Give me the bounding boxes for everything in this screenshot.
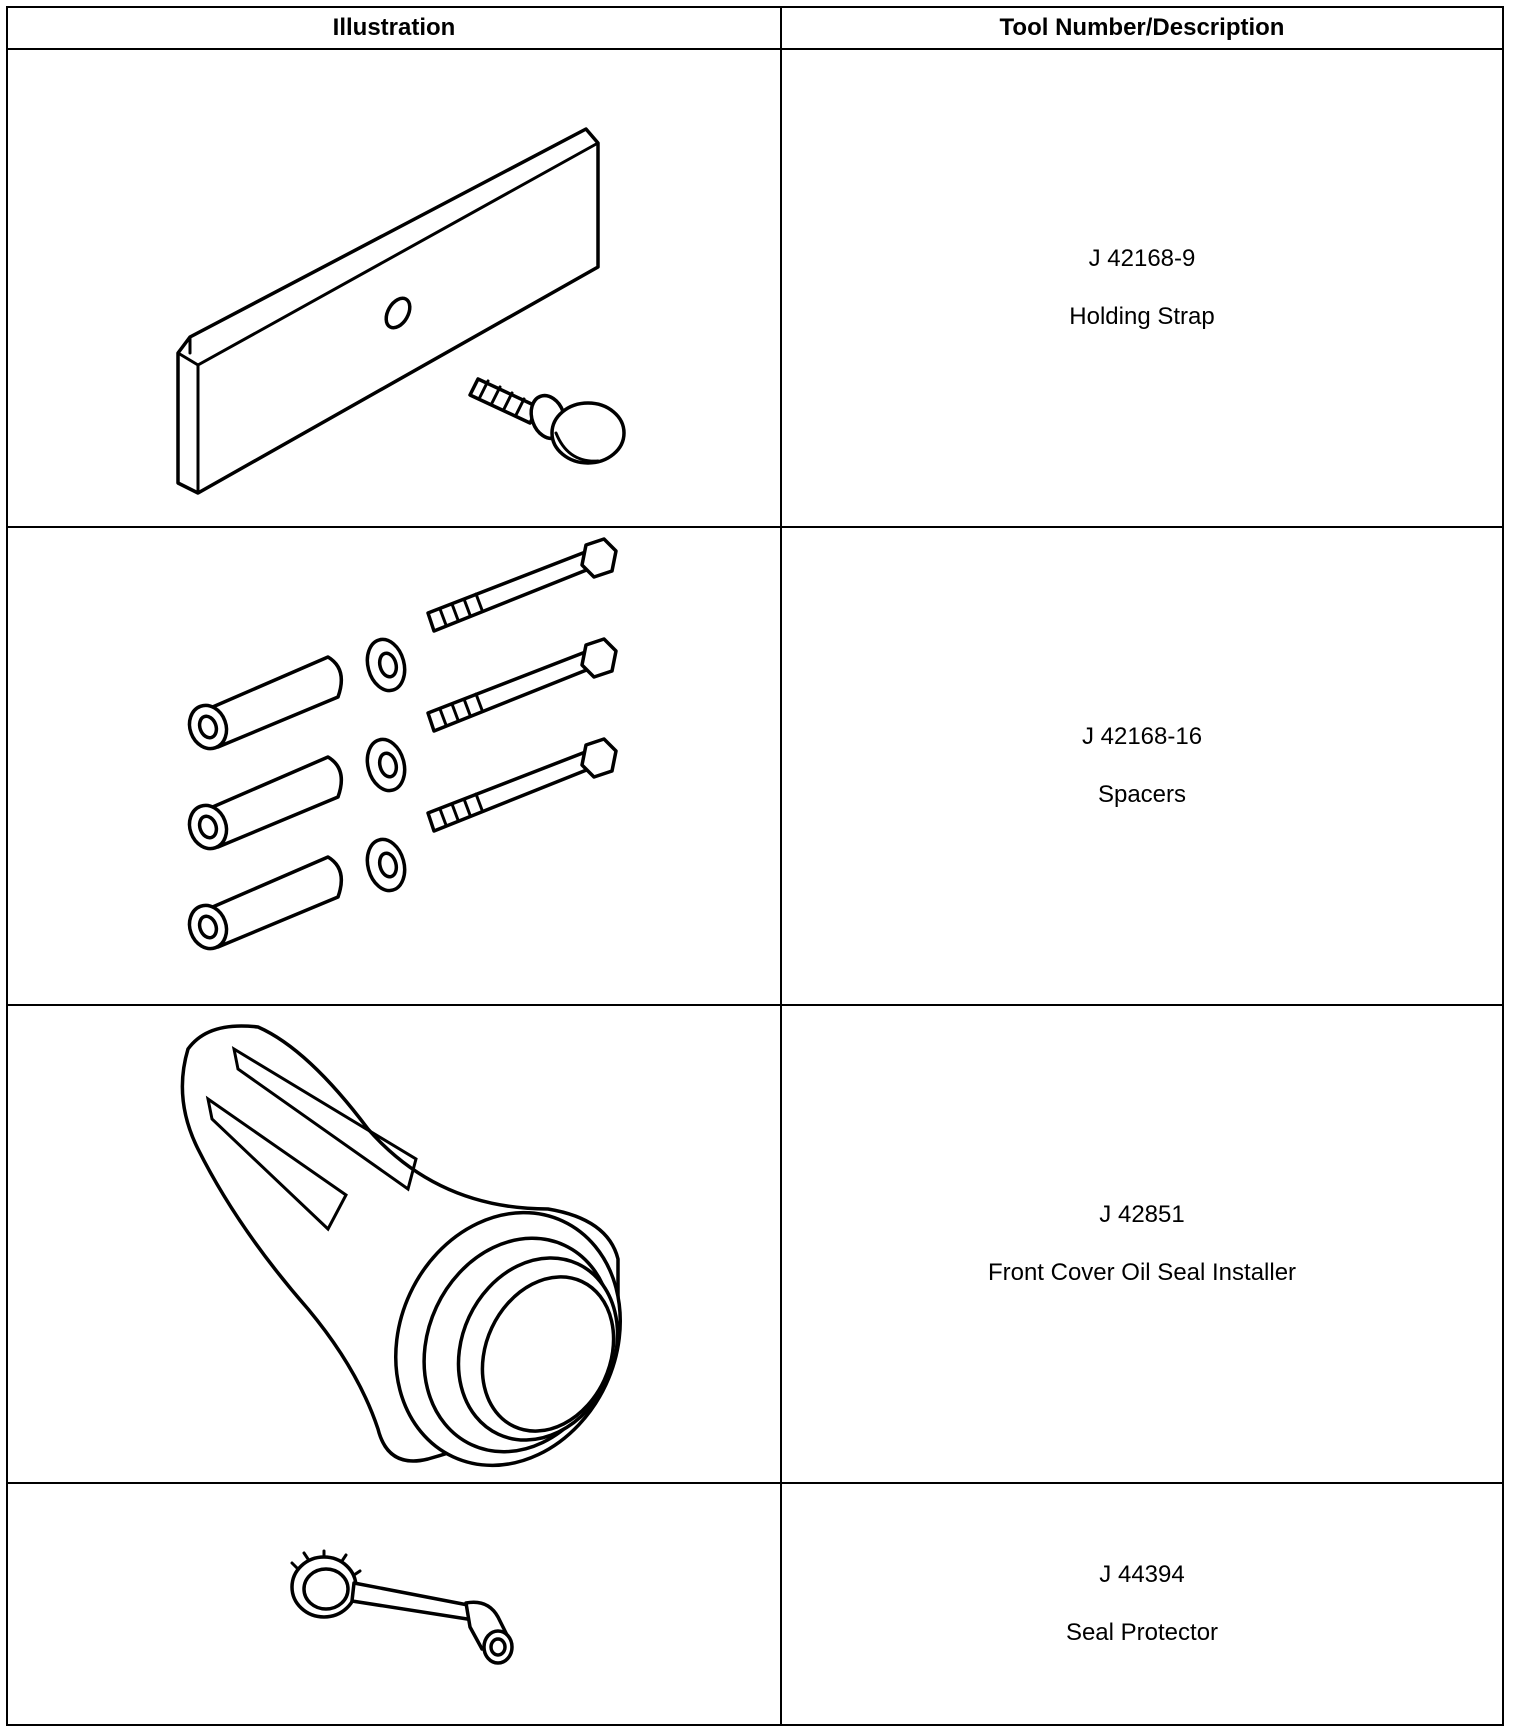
holding-strap-illustration bbox=[7, 49, 781, 527]
spacers-illustration bbox=[7, 527, 781, 1005]
illustration-column-header: Illustration bbox=[7, 7, 781, 49]
holding-strap-icon bbox=[8, 53, 780, 523]
holding-strap-description-cell bbox=[781, 49, 1503, 527]
table-row bbox=[7, 527, 1503, 1005]
seal-protector-description-cell bbox=[781, 1483, 1503, 1725]
table-header-row bbox=[7, 7, 1503, 49]
seal-protector-illustration bbox=[7, 1483, 781, 1725]
seal-installer-description-cell bbox=[781, 1005, 1503, 1483]
tool-number: J 44394 bbox=[1099, 1561, 1185, 1588]
spacers-description-cell bbox=[781, 527, 1503, 1005]
tool-description: Front Cover Oil Seal Installer bbox=[987, 1259, 1297, 1286]
table-row bbox=[7, 49, 1503, 527]
special-tools-table bbox=[6, 6, 1504, 1726]
tool-description: Spacers bbox=[1097, 781, 1187, 808]
seal-installer-icon bbox=[8, 1009, 780, 1479]
table-row bbox=[7, 1483, 1503, 1725]
tool-description: Seal Protector bbox=[1065, 1619, 1219, 1646]
tool-column-header: Tool Number/Description bbox=[781, 7, 1503, 49]
table-row bbox=[7, 1005, 1503, 1483]
tool-number: J 42851 bbox=[1099, 1201, 1185, 1228]
tool-number: J 42168-16 bbox=[1081, 723, 1203, 750]
tool-number: J 42168-9 bbox=[1088, 245, 1196, 272]
tool-description: Holding Strap bbox=[1069, 303, 1215, 330]
seal-protector-icon bbox=[8, 1487, 780, 1721]
spacers-icon bbox=[8, 531, 780, 1001]
seal-installer-illustration bbox=[7, 1005, 781, 1483]
